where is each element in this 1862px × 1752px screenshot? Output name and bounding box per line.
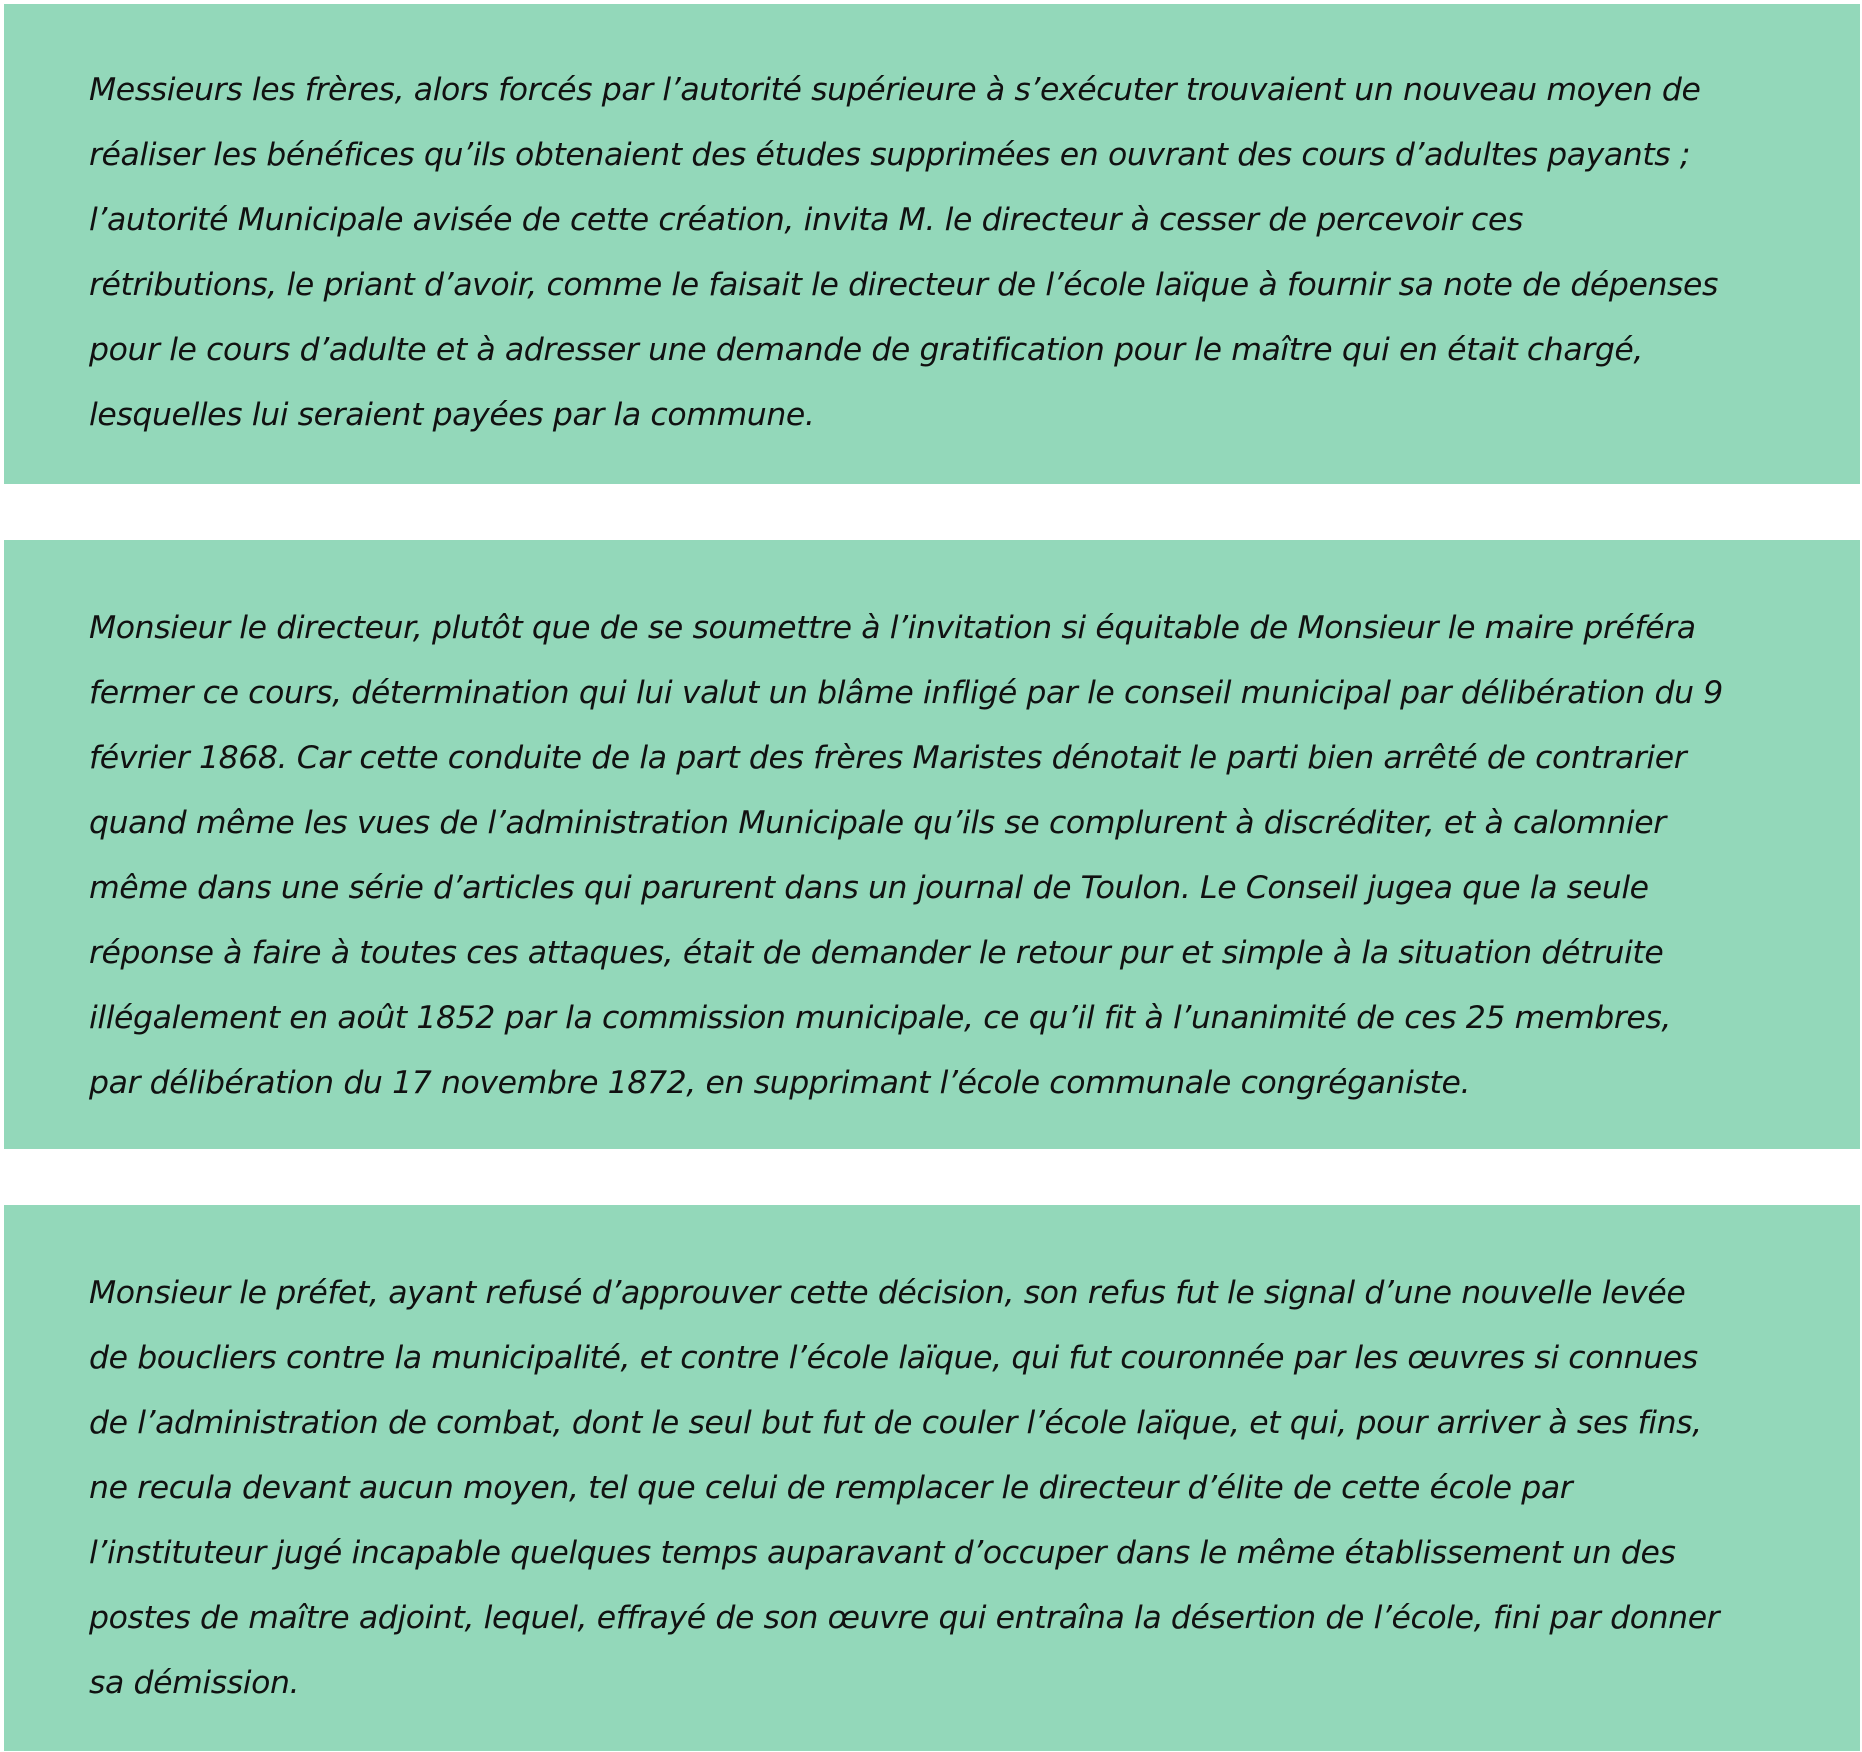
paragraph-1 [89,58,1790,448]
paragraph-line: l’autorité Municipale avisée de cette création, invita M. le directeur à cesser de percevoir ces [89,202,1523,238]
paragraph-line: Messieurs les frères, alors forcés par l’autorité supérieure à s’exécuter trouvaient un nouveau moyen de [89,72,1701,108]
paragraph-line: par délibération du 17 novembre 1872, en supprimant l’école communale congréganiste. [89,1065,1471,1101]
paragraph-line: réaliser les bénéfices qu’ils obtenaient des études supprimées en ouvrant des cours d’adultes payants ; [89,137,1691,173]
paragraph-3 [89,1261,1790,1716]
paragraph-line: pour le cours d’adulte et à adresser une demande de gratification pour le maître qui en était chargé, [89,332,1644,368]
paragraph-line: Monsieur le directeur, plutôt que de se soumettre à l’invitation si équitable de Monsieur le maire préféra [89,610,1696,646]
paragraph-line: même dans une série d’articles qui parurent dans un journal de Toulon. Le Conseil jugea que la seule [89,870,1649,906]
paragraph-line: de boucliers contre la municipalité, et contre l’école laïque, qui fut couronnée par les œuvres si connues [89,1340,1698,1376]
paragraph-line: rétributions, le priant d’avoir, comme le faisait le directeur de l’école laïque à fournir sa note de dépenses [89,267,1719,303]
paragraph-line: postes de maître adjoint, lequel, effrayé de son œuvre qui entraîna la désertion de l’école, fini par donner [89,1600,1720,1636]
paragraph-line: fermer ce cours, détermination qui lui valut un blâme infligé par le conseil municipal par délibération du 9 [89,675,1723,711]
paragraph-line: réponse à faire à toutes ces attaques, était de demander le retour pur et simple à la situation détruite [89,935,1664,971]
paragraph-line: février 1868. Car cette conduite de la part des frères Maristes dénotait le parti bien arrêté de contrarier [89,740,1687,776]
text-block-2 [4,540,1860,1149]
paragraph-line: de l’administration de combat, dont le seul but fut de couler l’école laïque, et qui, pour arriver à ses fins, [89,1405,1702,1441]
paragraph-line: quand même les vues de l’administration Municipale qu’ils se complurent à discréditer, et à calomnier [89,805,1666,841]
paragraph-2 [89,596,1790,1116]
text-block-3 [4,1205,1860,1751]
paragraph-line: sa démission. [89,1665,300,1701]
text-block-1 [4,4,1860,484]
paragraph-line: ne recula devant aucun moyen, tel que celui de remplacer le directeur d’élite de cette école par [89,1470,1573,1506]
paragraph-line: l’instituteur jugé incapable quelques temps auparavant d’occuper dans le même établissement un des [89,1535,1676,1571]
paragraph-line: lesquelles lui seraient payées par la commune. [89,397,815,433]
paragraph-line: Monsieur le préfet, ayant refusé d’approuver cette décision, son refus fut le signal d’une nouvelle levée [89,1275,1686,1311]
paragraph-line: illégalement en août 1852 par la commission municipale, ce qu’il fit à l’unanimité de ces 25 membres, [89,1000,1671,1036]
